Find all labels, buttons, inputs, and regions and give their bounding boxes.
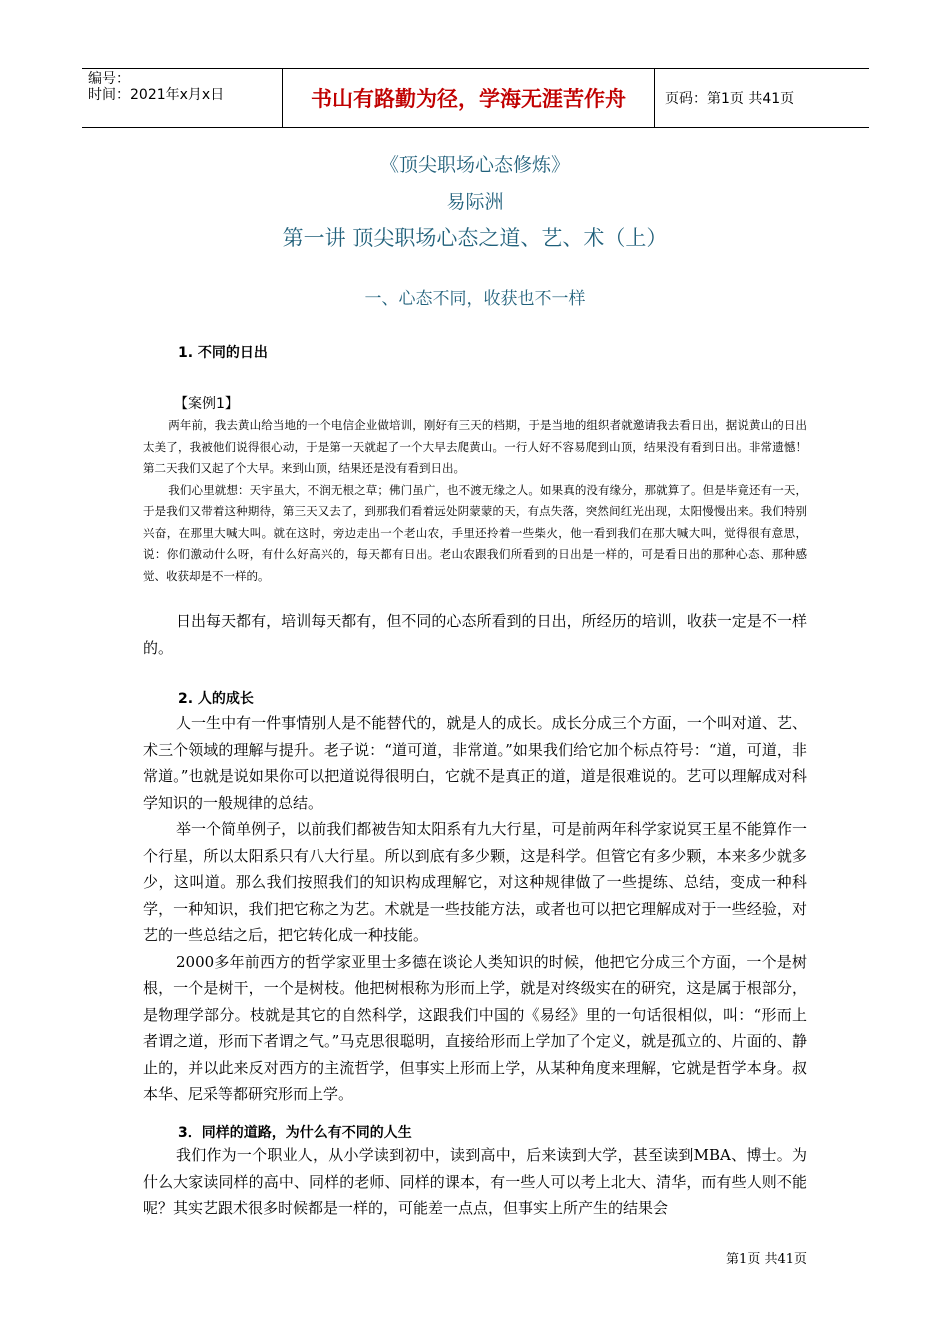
section-title: 一、心态不同，收获也不一样	[364, 289, 586, 309]
case-paragraph: 我们心里就想：天宇虽大，不润无根之草；佛门虽广，也不渡无缘之人。如果真的没有缘分，那就算了。但是毕竟还有一天，于是我们又带着这种期待，第三天又去了，到那我们看着远处阴蒙蒙的天，有点失落，突然间红光出现，太阳慢慢出来。我们特别兴奋，在那里大喊大叫。就在这时，旁边走出一个老山农，手里还拎着一些柴火，他一看到我们在那大喊大叫，觉得很有意思，说：你们激动什么呀，有什么好高兴的，每天都有日出。老山农跟我们所看到的日出是一样的，可是看日出的那种心态、那种感觉、收获却是不一样的。	[143, 482, 807, 583]
paragraph: 日出每天都有，培训每天都有，但不同的心态所看到的日出，所经历的培训，收获一定是不一样的。	[143, 612, 807, 657]
book-title: 《顶尖职场心态修炼》	[379, 154, 570, 176]
heading-same-road: 3．同样的道路，为什么有不同的人生	[178, 1125, 412, 1141]
case-paragraph: 两年前，我去黄山给当地的一个电信企业做培训，刚好有三天的档期，于是当地的组织者就邀请我去看日出，据说黄山的日出太美了，我被他们说得很心动，于是第一天就起了一个大早去爬黄山。一行人好不容易爬到山顶，结果没有看到日出。非常遗憾！第二天我们又起了个大早。来到山顶，结果还是没有看到日出。	[143, 418, 807, 475]
paragraph: 我们作为一个职业人，从小学读到初中，读到高中，后来读到大学，甚至读到MBA、博士。为什么大家读同样的高中、同样的老师、同样的课本，有一些人可以考上北大、清华，而有些人则不能呢？其实艺跟术很多时候都是一样的，可能差一点点，但事实上所产生的结果会	[143, 1146, 807, 1217]
summary-text	[143, 608, 807, 661]
header-number-label: 编号：	[88, 71, 130, 87]
header-page-label: 页码：第1页 共41页	[665, 91, 795, 107]
header-meta	[82, 69, 282, 127]
paragraph: 2000多年前西方的哲学家亚里士多德在谈论人类知识的时候，他把它分成三个方面，一个是树根，一个是树干，一个是树枝。他把树根称为形而上学，就是对终级实在的研究，这是属于根部分，是物理学部分。枝就是其它的自然科学，这跟我们中国的《易经》里的一句话很相似，叫：“形而上者谓之道，形而下者谓之气。”马克思很聪明，直接给形而上学加了个定义，就是孤立的、片面的、静止的，并以此来反对西方的主流哲学，但事实上形而上学，从某种角度来理解，它就是哲学本身。叔本华、尼采等都研究形而上学。	[143, 952, 807, 1103]
header-time-label: 时间：2021年x月x日	[88, 87, 225, 103]
page-footer: 第1页 共41页	[726, 1252, 807, 1267]
case-label: 【案例1】	[174, 396, 239, 412]
same-road-text	[143, 1142, 807, 1222]
lecture-title: 第一讲 顶尖职场心态之道、艺、术（上）	[282, 226, 668, 250]
page-header	[82, 68, 869, 128]
heading-different-sunrise: 1. 不同的日出	[178, 345, 268, 361]
paragraph: 人一生中有一件事情别人是不能替代的，就是人的成长。成长分成三个方面，一个叫对道、艺、术三个领域的理解与提升。老子说：“道可道，非常道。”如果我们给它加个标点符号：“道，可道，非常道。”也就是说如果你可以把道说得很明白，它就不是真正的道，道是很难说的。艺可以理解成对科学知识的一般规律的总结。	[143, 714, 807, 812]
case-text	[143, 415, 807, 587]
growth-text	[143, 710, 807, 1108]
author-name: 易际洲	[446, 191, 504, 213]
header-motto: 书山有路勤为径，学海无涯苦作舟	[282, 69, 655, 127]
paragraph: 举一个简单例子，以前我们都被告知太阳系有九大行星，可是前两年科学家说冥王星不能算作一个行星，所以太阳系只有八大行星。所以到底有多少颗，这是科学。但管它有多少颗，本来多少就多少，这叫道。那么我们按照我们的知识构成理解它，对这种规律做了一些提练、总结，变成一种科学，一种知识，我们把它称之为艺。术就是一些技能方法，或者也可以把它理解成对于一些经验，对艺的一些总结之后，把它转化成一种技能。	[143, 820, 807, 944]
heading-personal-growth: 2. 人的成长	[178, 691, 254, 707]
